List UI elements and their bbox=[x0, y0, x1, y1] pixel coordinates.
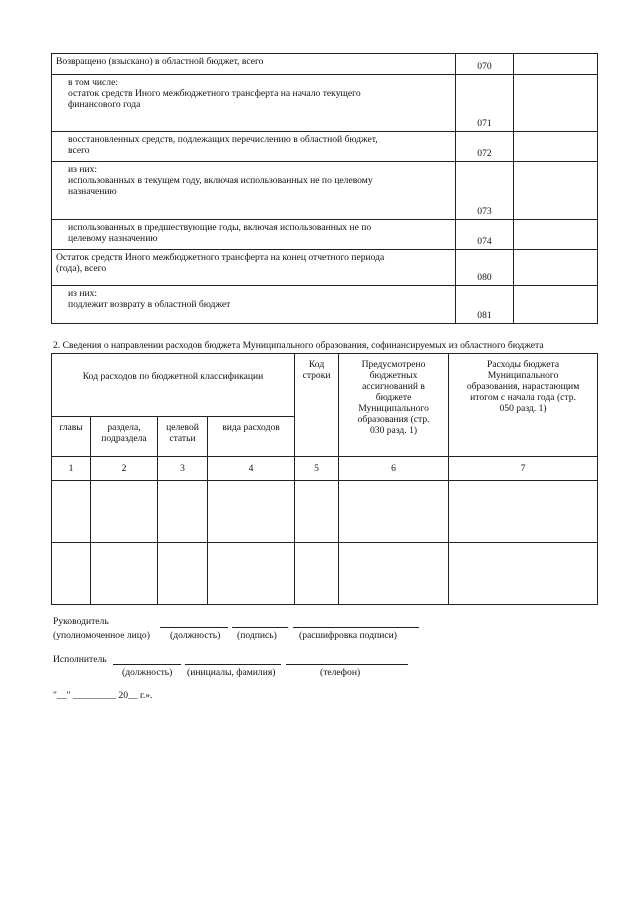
head-sub-label: (уполномоченное лицо) bbox=[53, 630, 150, 641]
empty-cell[interactable] bbox=[52, 481, 91, 543]
row-label-line: финансового года bbox=[68, 99, 141, 110]
executor-label: Исполнитель bbox=[53, 654, 107, 665]
empty-cell[interactable] bbox=[339, 481, 449, 543]
row-label-line: Остаток средств Иного межбюджетного трансферта на конец отчетного периода bbox=[56, 252, 385, 263]
column-number: 6 bbox=[339, 457, 449, 481]
column-number: 2 bbox=[91, 457, 158, 481]
row-label-line: остаток средств Иного межбюджетного трансферта на начало текущего bbox=[68, 88, 361, 99]
row-value-cell[interactable] bbox=[514, 220, 598, 250]
table-row bbox=[52, 250, 598, 286]
executor-position-caption: (должность) bbox=[122, 667, 173, 678]
table-row bbox=[52, 75, 598, 132]
header-line: главы bbox=[59, 422, 83, 433]
empty-cell[interactable] bbox=[158, 481, 208, 543]
head-signature-line[interactable] bbox=[232, 627, 288, 628]
header-line: Муниципального bbox=[358, 403, 429, 414]
row-label-line: подлежит возврату в областной бюджет bbox=[68, 299, 231, 310]
row-label bbox=[52, 286, 456, 324]
row-label-line: Возвращено (взыскано) в областной бюджет, всего bbox=[56, 56, 264, 67]
column-number: 5 bbox=[295, 457, 339, 481]
header-line: Расходы бюджета bbox=[486, 359, 560, 370]
empty-cell[interactable] bbox=[158, 543, 208, 605]
empty-cell[interactable] bbox=[91, 543, 158, 605]
header-line: вида расходов bbox=[222, 422, 280, 433]
executor-position-line[interactable] bbox=[113, 664, 181, 665]
executor-initials-line[interactable] bbox=[185, 664, 281, 665]
empty-cell[interactable] bbox=[52, 543, 91, 605]
head-position-line[interactable] bbox=[160, 627, 228, 628]
empty-cell[interactable] bbox=[449, 481, 598, 543]
row-label-line: (года), всего bbox=[56, 263, 107, 274]
header-line: подраздела bbox=[101, 433, 147, 444]
row-label-line: восстановленных средств, подлежащих перечислению в областной бюджет, bbox=[68, 134, 378, 145]
row-label-line: из них: bbox=[68, 288, 98, 299]
header-line: образования (стр. bbox=[357, 414, 430, 425]
column-number: 4 bbox=[208, 457, 295, 481]
table-row bbox=[52, 54, 598, 75]
row-code: 070 bbox=[456, 54, 514, 75]
signature-caption: (подпись) bbox=[237, 630, 277, 641]
return-balance-table bbox=[51, 53, 598, 324]
column-number: 1 bbox=[52, 457, 91, 481]
row-code: 072 bbox=[456, 132, 514, 162]
row-label bbox=[52, 75, 456, 132]
table-row bbox=[52, 132, 598, 162]
header-line: образования, нарастающим bbox=[466, 381, 580, 392]
row-label-line: использованных в предшествующие годы, включая использованных не по bbox=[68, 222, 372, 233]
row-code: 074 bbox=[456, 220, 514, 250]
chapter-header bbox=[52, 417, 91, 457]
row-label bbox=[52, 162, 456, 220]
phone-caption: (телефон) bbox=[320, 667, 361, 678]
row-label bbox=[52, 220, 456, 250]
row-value-cell[interactable] bbox=[514, 54, 598, 75]
header-line: итогом с начала года (стр. bbox=[470, 392, 576, 403]
budget-classification-header: Код расходов по бюджетной классификации bbox=[52, 354, 295, 417]
table-row bbox=[52, 481, 598, 543]
row-code: 081 bbox=[456, 286, 514, 324]
row-code: 071 bbox=[456, 75, 514, 132]
planned-allocations-header bbox=[339, 354, 449, 457]
head-label: Руководитель bbox=[53, 616, 109, 627]
date-line: "__" _________ 20__ г.». bbox=[53, 690, 153, 701]
row-value-cell[interactable] bbox=[514, 132, 598, 162]
column-number: 7 bbox=[449, 457, 598, 481]
row-code: 073 bbox=[456, 162, 514, 220]
section-subsection-header bbox=[91, 417, 158, 457]
row-label-line: всего bbox=[68, 145, 90, 156]
table-row bbox=[52, 162, 598, 220]
header-line: бюджете bbox=[375, 392, 412, 403]
table-row bbox=[52, 286, 598, 324]
expense-type-header bbox=[208, 417, 295, 457]
section2-title: 2. Сведения о направлении расходов бюджета Муниципального образования, софинансируемых из областного бюджета bbox=[53, 340, 544, 351]
expenses-table bbox=[51, 353, 598, 605]
empty-cell[interactable] bbox=[91, 481, 158, 543]
initials-caption: (инициалы, фамилия) bbox=[187, 667, 276, 678]
executor-phone-line[interactable] bbox=[286, 664, 408, 665]
row-label-line: назначению bbox=[68, 186, 117, 197]
empty-cell[interactable] bbox=[295, 481, 339, 543]
row-label bbox=[52, 132, 456, 162]
head-decoding-line[interactable] bbox=[293, 627, 419, 628]
line-code-header: Код строки bbox=[295, 354, 339, 457]
table-row bbox=[52, 543, 598, 605]
row-label bbox=[52, 250, 456, 286]
empty-cell[interactable] bbox=[295, 543, 339, 605]
header-line: статьи bbox=[169, 433, 196, 444]
row-code: 080 bbox=[456, 250, 514, 286]
header-line: целевой bbox=[166, 422, 199, 433]
row-label-line: целевому назначению bbox=[68, 233, 158, 244]
column-number: 3 bbox=[158, 457, 208, 481]
header-line: бюджетных bbox=[369, 370, 418, 381]
expenses-header bbox=[449, 354, 598, 457]
row-label-line: в том числе: bbox=[68, 77, 119, 88]
row-label-line: из них: bbox=[68, 164, 98, 175]
header-line: ассигнований в bbox=[362, 381, 425, 392]
empty-cell[interactable] bbox=[208, 481, 295, 543]
position-caption: (должность) bbox=[170, 630, 221, 641]
empty-cell[interactable] bbox=[449, 543, 598, 605]
target-article-header bbox=[158, 417, 208, 457]
decoding-caption: (расшифровка подписи) bbox=[299, 630, 397, 641]
header-line: Предусмотрено bbox=[361, 359, 426, 370]
header-line: раздела, bbox=[107, 422, 141, 433]
row-label bbox=[52, 54, 456, 75]
table-row bbox=[52, 220, 598, 250]
row-label-line: использованных в текущем году, включая использованных не по целевому bbox=[68, 175, 373, 186]
row-value-cell[interactable] bbox=[514, 286, 598, 324]
column-numbers-row bbox=[52, 457, 598, 481]
row-value-cell[interactable] bbox=[514, 162, 598, 220]
header-line: 050 разд. 1) bbox=[499, 403, 547, 414]
empty-cell[interactable] bbox=[339, 543, 449, 605]
row-value-cell[interactable] bbox=[514, 75, 598, 132]
header-line: Муниципального bbox=[487, 370, 559, 381]
header-line: 030 разд. 1) bbox=[369, 425, 418, 436]
empty-cell[interactable] bbox=[208, 543, 295, 605]
row-value-cell[interactable] bbox=[514, 250, 598, 286]
